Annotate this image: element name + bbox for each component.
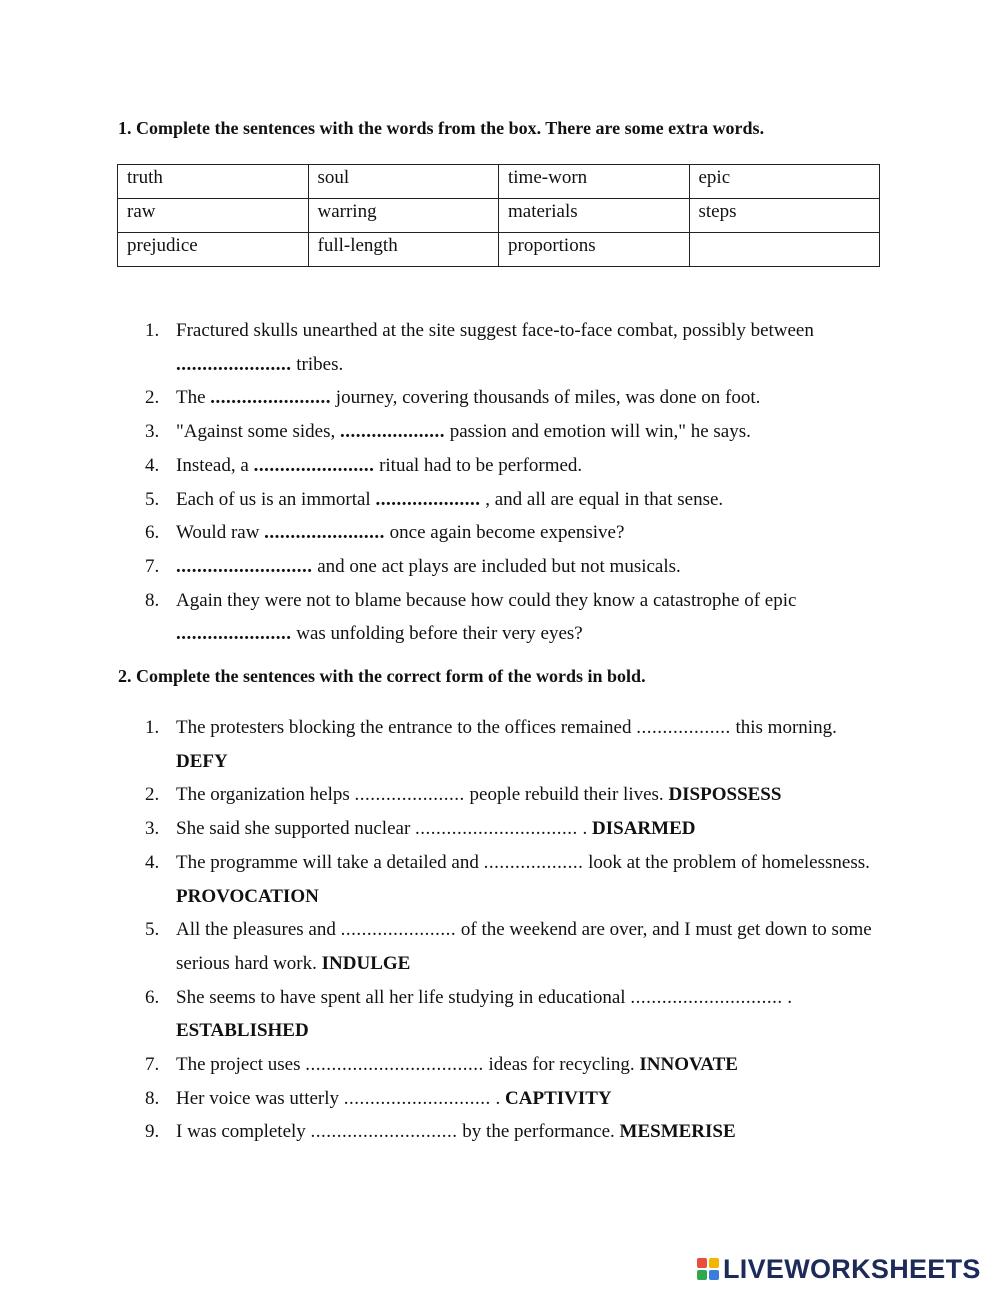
section-2-heading: 2. Complete the sentences with the correct form of the words in bold. (118, 666, 646, 686)
word-box-cell: full-length (308, 233, 499, 267)
word-box-row (118, 233, 880, 267)
sentence-text: . (782, 986, 793, 1008)
sentence-text: people rebuild their lives. (464, 784, 669, 806)
word-box-cell: raw (118, 199, 309, 233)
sentence-text: She said she supported nuclear (176, 818, 416, 840)
sentence-text: She seems to have spent all her life studying in educational (176, 986, 631, 1008)
item-number: 5. (145, 488, 160, 510)
word-box-row (118, 199, 880, 233)
sentence-item (0, 1115, 1000, 1149)
sentence-text: The protesters blocking the entrance to the offices remained (176, 717, 637, 738)
answer-blank[interactable]: ....................... (264, 522, 385, 544)
answer-blank[interactable]: .................. (636, 717, 731, 738)
sentence-text: of the weekend are over, and I must get down to some serious hard work. (176, 919, 872, 974)
word-box-row (118, 165, 880, 199)
sentence-text: The project uses (176, 1054, 306, 1076)
item-number: 8. (145, 1087, 160, 1109)
liveworksheets-wordmark: LIVEWORKSHEETS (723, 1253, 981, 1284)
sentence-item (0, 1048, 1000, 1082)
word-box-cell: proportions (499, 233, 690, 267)
keyword: DISARMED (592, 818, 696, 840)
sentence-text: ritual had to be performed. (374, 454, 583, 476)
section-1-sentence-list (0, 314, 1000, 651)
answer-blank[interactable]: .................... (339, 421, 445, 443)
logo-square (709, 1258, 719, 1268)
word-box-cell: time-worn (499, 165, 690, 199)
sentence-text: Her voice was utterly (176, 1087, 344, 1109)
answer-blank[interactable]: ............................ (310, 1121, 458, 1143)
logo-square (709, 1270, 719, 1280)
answer-blank[interactable]: ................... (483, 851, 584, 873)
sentence-item (0, 778, 1000, 812)
sentence-text: this morning. (730, 717, 837, 738)
sentence-text: Instead, a (176, 454, 254, 476)
answer-blank[interactable]: ............................. (630, 986, 783, 1008)
item-number: 7. (145, 555, 160, 577)
logo-square (697, 1258, 707, 1268)
item-number: 6. (145, 522, 160, 544)
word-box-cell: epic (689, 165, 880, 199)
sentence-text: and one act plays are included but not musicals. (312, 555, 681, 577)
sentence-item (0, 981, 1000, 1048)
sentence-text: Again they were not to blame because how could they know a catastrophe of epic (176, 589, 797, 611)
word-box-cell: soul (308, 165, 499, 199)
sentence-item (0, 550, 1000, 584)
sentence-item (0, 449, 1000, 483)
sentence-text: The programme will take a detailed and (176, 851, 484, 873)
item-number: 4. (145, 454, 160, 476)
logo-square (697, 1270, 707, 1280)
answer-blank[interactable]: ....................... (253, 454, 375, 476)
sentence-text: , and all are equal in that sense. (480, 488, 724, 510)
sentence-item (0, 584, 1000, 651)
word-box-cell: prejudice (118, 233, 309, 267)
answer-blank[interactable]: ....................... (210, 387, 332, 409)
sentence-text: by the performance. (457, 1121, 620, 1143)
keyword: PROVOCATION (176, 885, 319, 907)
answer-blank[interactable]: ...................... (176, 353, 292, 375)
keyword: CAPTIVITY (505, 1087, 612, 1109)
sentence-text: The (176, 387, 211, 409)
word-box-cell: warring (308, 199, 499, 233)
word-box-cell (689, 233, 880, 267)
sentence-item (0, 415, 1000, 449)
answer-blank[interactable]: .................... (375, 488, 481, 510)
sentence-text: journey, covering thousands of miles, was done on foot. (331, 387, 761, 409)
sentence-text: was unfolding before their very eyes? (291, 623, 583, 645)
answer-blank[interactable]: ..................... (354, 784, 465, 806)
keyword: ESTABLISHED (176, 1020, 309, 1042)
sentence-item (0, 483, 1000, 517)
item-number: 7. (145, 1054, 160, 1076)
answer-blank[interactable]: .......................... (176, 555, 313, 577)
item-number: 1. (145, 320, 160, 341)
keyword: INDULGE (321, 952, 411, 974)
word-box (117, 164, 880, 267)
sentence-text: look at the problem of homelessness. (583, 851, 870, 873)
item-number: 2. (145, 387, 160, 409)
sentence-item (0, 812, 1000, 846)
answer-blank[interactable]: ............................... (415, 818, 578, 840)
keyword: MESMERISE (619, 1121, 736, 1143)
liveworksheets-mark-icon (697, 1258, 719, 1280)
keyword: DISPOSSESS (668, 784, 782, 806)
item-number: 5. (145, 919, 160, 941)
answer-blank[interactable]: ............................ (343, 1087, 491, 1109)
sentence-text: I was completely (176, 1121, 311, 1143)
item-number: 4. (145, 851, 160, 873)
word-box-cell: materials (499, 199, 690, 233)
item-number: 3. (145, 818, 160, 840)
section-1-heading: 1. Complete the sentences with the words from the box. There are some extra words. (118, 118, 765, 138)
word-box-cell: steps (689, 199, 880, 233)
sentence-text: ideas for recycling. (483, 1054, 640, 1076)
sentence-item (0, 1082, 1000, 1116)
sentence-item (0, 846, 1000, 913)
sentence-text: Fractured skulls unearthed at the site suggest face-to-face combat, possibly between (176, 320, 814, 341)
sentence-text: "Against some sides, (176, 421, 340, 443)
sentence-item (0, 381, 1000, 415)
item-number: 2. (145, 784, 160, 806)
section-2-sentence-list (0, 711, 1000, 1149)
liveworksheets-logo (697, 1252, 981, 1286)
sentence-text: once again become expensive? (384, 522, 625, 544)
word-box-cell: truth (118, 165, 309, 199)
item-number: 3. (145, 421, 160, 443)
item-number: 6. (145, 986, 160, 1008)
sentence-item (0, 516, 1000, 550)
sentence-text: Would raw (176, 522, 265, 544)
sentence-text: passion and emotion will win," he says. (444, 421, 751, 443)
sentence-text: tribes. (291, 353, 344, 375)
sentence-item (0, 314, 1000, 381)
sentence-text: . (577, 818, 593, 840)
sentence-text: Each of us is an immortal (176, 488, 376, 510)
sentence-item (0, 913, 1000, 980)
sentence-text: . (490, 1087, 506, 1109)
answer-blank[interactable]: .................................. (305, 1054, 484, 1076)
keyword: DEFY (176, 750, 228, 772)
item-number: 9. (145, 1121, 160, 1143)
item-number: 8. (145, 589, 160, 611)
keyword: INNOVATE (639, 1054, 738, 1076)
sentence-text: The organization helps (176, 784, 355, 806)
answer-blank[interactable]: ...................... (340, 919, 457, 941)
sentence-text: All the pleasures and (176, 919, 341, 941)
answer-blank[interactable]: ...................... (176, 623, 292, 645)
sentence-item (0, 711, 1000, 778)
item-number: 1. (145, 717, 160, 738)
